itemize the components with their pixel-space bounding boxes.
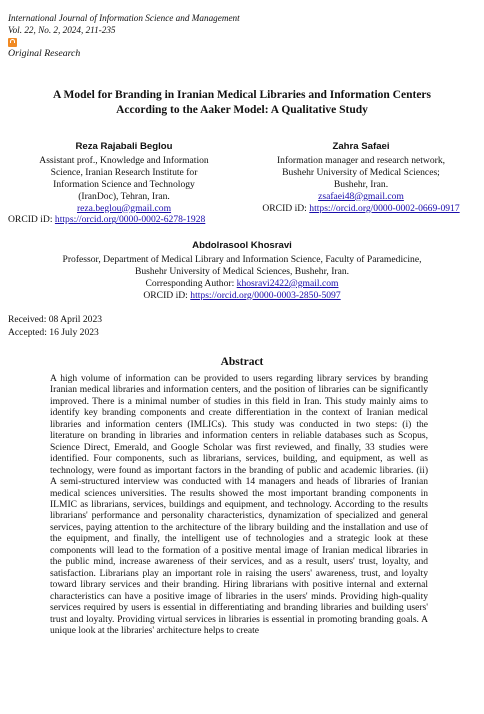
accepted-date: Accepted: 16 July 2023 bbox=[8, 326, 99, 338]
affiliation-line: Bushehr, Iran. bbox=[333, 178, 389, 190]
journal-volume: Vol. 22, No. 2, 2024, 211-235 bbox=[8, 24, 116, 35]
affiliation-line: Information Science and Technology bbox=[53, 178, 195, 190]
title-line-1: A Model for Branding in Iranian Medical Libraries and Information Centers bbox=[52, 89, 432, 101]
author-name: Abdolrasool Khosravi bbox=[192, 240, 292, 251]
orcid-link[interactable]: https://orcid.org/0000-0003-2850-5097 bbox=[190, 289, 341, 301]
received-date: Received: 08 April 2023 bbox=[8, 314, 103, 325]
orcid-link[interactable]: https://orcid.org/0000-0002-0669-0917 bbox=[309, 202, 460, 214]
orcid-label: ORCID iD: bbox=[262, 202, 307, 214]
affiliation-line: Bushehr University of Medical Sciences, Bushehr, Iran. bbox=[134, 265, 350, 277]
author-email-link[interactable]: khosravi2422@gmail.com bbox=[236, 277, 339, 289]
orcid-label: ORCID iD: bbox=[143, 289, 188, 301]
author-email-link[interactable]: zsafaei48@gmail.com bbox=[318, 190, 404, 202]
abstract-heading: Abstract bbox=[220, 356, 264, 368]
author-block-1 bbox=[8, 141, 240, 226]
affiliation-line: Information manager and research network, bbox=[276, 154, 446, 166]
orcid-link[interactable]: https://orcid.org/0000-0002-6278-1928 bbox=[54, 214, 206, 226]
open-access-icon bbox=[8, 38, 17, 47]
affiliation-line: Assistant prof., Knowledge and Information bbox=[39, 154, 209, 166]
author-block-2 bbox=[246, 141, 476, 214]
affiliation-line: (IranDoc), Tehran, Iran. bbox=[78, 190, 170, 202]
corresponding-label: Corresponding Author: bbox=[145, 277, 235, 289]
author-email-link[interactable]: reza.beglou@gmail.com bbox=[76, 202, 172, 214]
affiliation-line: Bushehr University of Medical Sciences; bbox=[282, 166, 440, 178]
orcid-label: ORCID iD: bbox=[8, 214, 53, 226]
journal-name: International Journal of Information Science and Management bbox=[8, 13, 240, 23]
title-line-2: According to the Aaker Model: A Qualitative Study bbox=[116, 103, 368, 116]
article-type: Original Research bbox=[8, 48, 81, 59]
abstract-text: A high volume of information can be provided to users regarding library services by branding Iranian medical libraries and information centers, and the position of libraries can be significantly improved. There is a minimal number of studies in this field in Iran. This study mainly aims to identify key branding components and create differentiation in the context of Iranian medical libraries and information centers (IMLICs). This study was conducted in two steps: (i) the literature on branding in libraries and information centers in reliable databases such as Scopus, Science Direct, Emerald, and Google Scholar was first reviewed, and finally, 33 studies were identified. Four components, such as librarians, services, building, and equipment, as well as technology, were found as important factors in the branding of public and academic libraries. (ii) A semi-structured interview was conducted with 14 managers and heads of libraries of Iranian medical sciences universities. The results showed the most important branding components in ILMIC as librarians, services, buildings and equipment, and technology. According to the results librarians' performance and personality characteristics, dynamization of specialized and general services, paying attention to the architecture of the library building and the installation and use of the equipment, and finally, the intelligent use of technologies and a strategic look at these components will lead to the formation of a positive mental image of Iranian medical libraries in the public mind, increase awareness of their services, and as a result, users' trust, loyalty, and satisfaction. Librarians play an important role in raising the users' awareness, trust, and loyalty toward library services and their branding. Hiring librarians with positive internal and external characteristics can have a positive image of libraries in the users' minds. Providing high-quality services required by users is essential in differentiating and branding libraries and building users' trust and loyalty. Providing virtual services in libraries is essential in promoting branding goals. A unique look at the libraries' architecture helps to create bbox=[50, 373, 428, 636]
article-dates bbox=[8, 314, 102, 339]
affiliation-line: Professor, Department of Medical Library and Information Science, Faculty of Paramedicine, bbox=[62, 253, 422, 265]
affiliation-line: Science, Iranian Research Institute for bbox=[50, 166, 198, 178]
author-name: Reza Rajabali Beglou bbox=[75, 141, 173, 152]
journal-header bbox=[8, 13, 240, 36]
author-block-3 bbox=[30, 240, 454, 302]
paper-title bbox=[20, 88, 464, 117]
author-name: Zahra Safaei bbox=[332, 141, 390, 152]
